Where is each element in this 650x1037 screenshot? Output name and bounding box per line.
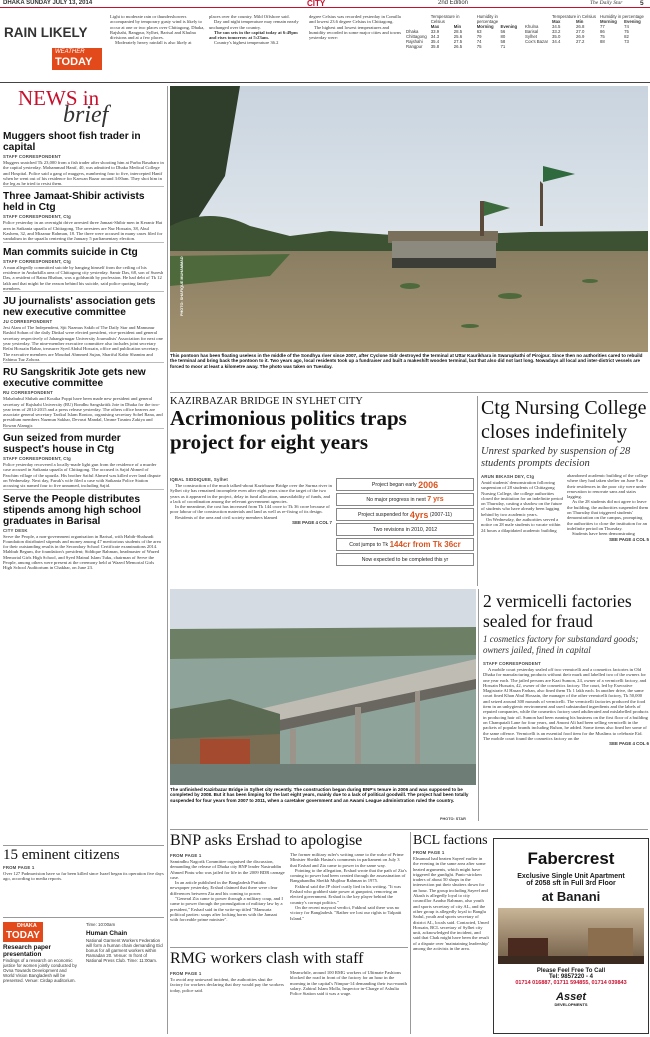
vermicelli-deck: 1 cosmetics factory for substandard goods; owners jailed, fined in capital (483, 634, 639, 655)
bnp-col-2: The former military ruler's writing came to the wake of Prime Minister Sheikh Hasina's comments in parliament on July 3 that Ershad and Zia came to power in the same way. Pointing to the allegation, Ershad wrote that the path of Zia's coming to power had been created through the assassination of Bangabandhu Sheikh Mujibur Rahman in 1975. Fakhrul said the JP chief curtly lied in his writing. "It was Ershad who grabbed state power at gunpoint, removing an elected government. Ershad is the key player behind the country's corrupt politics." On the recent mayoral verdict, Fakhrul said there was no victory for Bangladesh. "Rather we lost our rights to Talpatti Island." (290, 852, 407, 921)
eminent-story (3, 847, 164, 915)
bridge-photo-credit: PHOTO: STAR (440, 817, 466, 821)
nursing-col-1: ARUN BIKASH DEY, Ctg Amid students' demonstration following suspension of 28 students of Chittagong Nursing College, the college authorities closed the institution for an indefinite period on Thursday, casting a shadow on the future of students who have already been lagging behind by two academic years. On Wednesday, the authorities served a notice on 28 male students to vacate within 24 hours a dilapidated academic building (481, 474, 563, 533)
weather-table-2: Temperature in Celsius Humidity in percentage Max Min Morning Evening Khulna 34.5 26.8 77 74 Barisal 33.2 27.0 86 75 Sylhet 35.0 26.9 75 82 Cox's Bazar 34.4 27.2 88 73 (525, 14, 644, 44)
news-brief-title2: brief (63, 102, 109, 128)
ad-logo: Asset DEVELOPMENTS (554, 991, 588, 1007)
brief-byline: STAFF CORRESPONDENT, Ctg (3, 214, 71, 220)
pontoon-caption: This pontoon has been floating useless in the middle of the Sondhya river since 2007, after Cyclone Sidr destroyed the terminal at Uttar Kaurikhara in Swarupkathi of Pirojpur. Since then no authorities cared to rebuild the terminal and bring back the pontoon to it. Two years ago, local residents took up a fundraiser and built a makeshift wooden terminal, but that also did not last long. Nowadays all local and inter-district vessels are forced to moor at least a kilometre away. The photo was taken on Tuesday. (170, 353, 643, 369)
brief-item (3, 428, 164, 488)
brief-text: Serve the People, a non-government organisation in Barisal, with Habib-Shahzadi Foundation distributed stipends and money among 47 meritorious students of the area for their outstanding results in the Secondary School Certificate examinations 2014. Mahbub Begum, the foundation's president; Siddique Rahman, headmaster of Wazed Memorial Girls High School, and Syed Mainul Islam Tuku, chairman of Serve the People, among others were present at the ceremony held at Wazed Memorial Girls High School Auditorium in Chakhar, on June 23. (3, 533, 161, 571)
photo-credit: PHOTO: SHAFIQUE MUHAMMAD (180, 256, 184, 316)
rmg-headline: RMG workers clash with staff (170, 950, 364, 967)
news-brief-column (3, 127, 164, 845)
bridge-photo (170, 589, 476, 785)
brief-item (3, 242, 164, 291)
brief-text: Jesi Alam of The Independent, Sjit Nazmus Sakib of The Daily Star and Mamunur Rashid Sohan of the daily Dinkal were elected president, vice-president and general secretary respectively of Jahangirnagar University Journalists' Association for next one year yesterday. The nine-member executive committee also includes joint secretary Refat Hossain Babar, treasurer Syed Abdul Hossain, office and publication secretary. The executive members are Moudud Ahmmed Sujan, Shariful Kabir Shamim and Fahima Tuz Zohora. (3, 325, 163, 362)
weather-row: Rangpur 35.8 26.5 75 71 (406, 44, 506, 49)
masthead (0, 0, 650, 8)
section-name: CITY (307, 0, 326, 8)
promo-left: Research paper presentation Findings of a research on economic justice for women jointly conducted by Ovna Towards Development and World Vision Bangladesh will be presented. Venue: Cirdap auditorium. (3, 944, 77, 984)
bnp-col-1: FROM PAGE 1 Samindhu Nagorik Committee organised the discussion, demanding the release of Dhaka city BNP leader Nasiruddin Ahmed Pintu who was jailed for life in the 2009 BDR carnage case. In an article published in the Bangladesh Pratidin newspaper yesterday, Ershad claimed that there were clear differences between Zia and his coming to power. "General Zia came to power through a military coup, and I came to power through the promulgation of military law by a president," Ershad said in the write-up titled "Mansuria political parties: soaps after locking horns with the Jamaat with forceable prime minister". (170, 853, 285, 923)
brief-byline: STAFF CORRESPONDENT (3, 154, 61, 159)
weather-row: Cox's Bazar 34.4 27.2 88 73 (525, 39, 629, 44)
ad-brand: Fabercrest (527, 849, 615, 868)
bcl-story: BCL factions FROM PAGE 1 Ehsanuul had beaten Sayeef earlier in the evening in the same area after some heated arguments, which might have triggered the gunfight. Panic-stricken traders of about 50 shops in the intersection put their shutters down for an hour. The group including Sayeef and Akash is allegedly loyal to city councillor Azadur Rahman, also youth and sports secretary of city AL, and the other group is allegedly loyal to Banglu Sadul, youth and sports secretary of district AL, locals said. Contacted, Umed Hossain, BCL secretary of Sylhet city unit, acknowledged the incident, and said that Chak might have been the result of a dispute over 'maintaining leadership' among the activists in the area. (413, 833, 489, 952)
bridge-body-1: IQBAL SIDDIQUEE, Sylhet The construction of the much talked-about Kazirbazar Bridge over the Surma river in Sylhet city has remained incomplete even after eight years since the target of the two years as it appeared in the project, delay in fund allocation, unavailability of funds, and a lack of coordination among the relevant government agencies. In the meantime, the cost has increased from Tk 144 crore to Tk 36 crore because of poor labour of the construction materials and land as well as re-fixing of its design. Residents of the area and civil society members blamed SEE PAGE 4 COL 7 (170, 477, 332, 526)
nursing-headline: Ctg Nursing College closes indefinitely (481, 397, 647, 443)
brief-headline: Man commits suicide in Ctg (3, 246, 138, 258)
weather-row: Rajshahi 35.4 27.5 74 58 (406, 39, 506, 44)
brief-byline: STAFF CORRESPONDENT, Ctg (3, 258, 71, 264)
brief-item (3, 186, 164, 241)
brief-byline: CITY DESK (3, 527, 28, 533)
eminent-headline: 15 eminent citizens (3, 847, 120, 863)
news-brief-heading (3, 86, 166, 130)
weather-row: Barisal 33.2 27.0 86 75 (525, 29, 629, 34)
bridge-headline: Acrimonious politics traps project for eight years (170, 406, 407, 454)
weather-title: RAIN LIKELY (4, 25, 88, 40)
weather-text-col1: Light to moderate rain or thundershowers accompanied by temporary gusty wind is likely to occur at one or two places over Chittagong, Dhaka, Rajshahi, Rangpur, Sylhet, Barisal and Khulna divisions and at a few places. Moderately heavy rainfall is also likely at (110, 14, 205, 46)
rmg-col-1: FROM PAGE 1 To avoid any untoward incident, the authorities shut the factory for workers declaring that they would pay the workers today, police said. (170, 971, 284, 993)
weather-tag (52, 48, 102, 70)
bridge-caption: The unfinished Kazirbazar Bridge in Sylhet city recently. The construction began during BNP's tenure in 2006 and was supposed to be completed by 2008. But it has been limping for the last eight years, mainly due to a lack of political goodwill. The project had been totally suspended for four years from 2007 to 2011, when a caretaker government and an Awami League administration ruled the country. (170, 787, 469, 803)
brief-headline: Gun seized from murder suspect's house in Ctg (3, 433, 121, 456)
dhaka-today-logo: DHAKA TODAY (3, 922, 43, 942)
weather-tag-1: WEATHER (55, 49, 85, 55)
dhaka-today-box (3, 917, 164, 1035)
nursing-col-2: abandoned academic building of the college where they had taken shelter on June 9 as their residences in the poor city were under renovation to renovate sans and stairs lagging. As the 28 students did not agree to leave the building, the authorities suspended them on Thursday that triggered students' demonstration on the campus, prompting the authorities to close the institution for an indefinite period on Thursday. Students have been demonstrating SEE PAGE 4 COL 5 (567, 473, 649, 542)
brief-byline: JU CORRESPONDENT (3, 319, 53, 325)
promo-right: Time: 10:00am Human Chain National Garment Workers Federation will form a human chain demanding Eid bonus for all garment workers within Ramadan 20. Venue: In front of National Press Club. Time: 11:00am. (86, 922, 163, 964)
brief-item (3, 131, 164, 186)
brief-text: Muggers snatched Tk 23,000 from a fish trader after shooting him at Purba Basabaro in the capital yesterday. Mohammad Hanif, 40, was admitted to Dhaka Medical College and Hospital. Police said a gang of muggers, numbering four to five, intercepted Hanif when he went out of his residence for Karwan Bazar around 3:00am. They shot him in the leg as he tried to resist them. (3, 160, 164, 187)
brief-byline: STAFF CORRESPONDENT, Ctg (3, 456, 71, 462)
ad-photo (498, 908, 644, 964)
bridge-factbox: Project began early 2006 No major progress in next 7 yrs Project suspended for 4yrs (2007-11) Two revisions in 2010, 2012 Cost jumps to Tk 144cr from Tk 36cr Now expected to be completed this yr (336, 478, 474, 586)
vermicelli-headline: 2 vermicelli factories sealed for fraud (483, 591, 632, 631)
eminent-byline: FROM PAGE 1 (3, 865, 35, 870)
weather-table-1: Temperature in Celsius Humidity in percentage Max Min Morning Evening Dhaka 33.9 28.5 63 56 Chittagong 34.3 25.6 79 80 Rajshahi 35.4 27.5 74 58 Rangpur 35.8 26.5 75 71 (404, 14, 522, 64)
weather-row: Khulna 34.5 26.8 77 74 (525, 24, 629, 29)
bridge-kicker: KAZIRBAZAR BRIDGE IN SYLHET CITY (170, 396, 363, 407)
weather-row: Sylhet 35.0 26.9 75 82 (525, 34, 629, 39)
brief-text: A man allegedly committed suicide by hanging himself from the ceiling of his residence in Andarkilla area of Chittagong city yesterday. Samir Das, 68, son of Suresh Das, a resident of Ratna Bhaban, was a goldsmith by profession. He had debt of Tk 12 lakh and that might be the reason behind his suicide, said police quoting family members. (3, 264, 164, 291)
brief-text: Police yesterday recovered a locally-made light gun from the residence of a murder case accused in Satkania upazila of Chittagong. The accused is Sajid Ahmed of Paschim village of the upazila. His brother Saiful Ahmed was killed over land dispute on Wednesday. Next day, Faruk's wife filed a case with Satkania Police Station accusing six named four to five unnamed, including Sajid. (3, 462, 161, 489)
weather-tag-2: TODAY (55, 56, 93, 68)
bnp-headline: BNP asks Ershad to apologise (170, 832, 363, 849)
nursing-deck: Unrest sparked by suspension of 28 students prompts decision (481, 446, 631, 469)
fabercrest-ad: Fabercrest Exclusive Single Unit Apartment of 2058 sft in Full 3rd Floor at Banani Please Feel Free To Call Tel: 9857220 - 4 01714 016887, 01711 594855, 01714 039843 Asset DEVELOPMENTS (493, 838, 649, 1034)
brief-item (3, 291, 164, 362)
brief-headline: JU journalists' association gets new executive committee (3, 296, 156, 319)
brief-text: Mahabubul Shihab and Kouika Poppi have been made new president and general secretary of Rajshahi University (RU) Bondhu Sangskritik Jote in Dhaka for the two-year term of 2014-2015 and a press release yesterday. The others office bearers are associate general secretary Tarikul Islam Rontoo, organising secretary Sohel Rana, and presidium members Nazmun Sakhar, Devasri Mandal, Umme Tasnim Zakiya and Rowan Alamgir. (3, 396, 163, 428)
weather-box (2, 17, 104, 79)
bcl-headline: BCL factions (413, 833, 488, 848)
paper-name: The Daily Star (590, 0, 623, 6)
weather-text-col3: degree Celsius was recorded yesterday in Comilla and lowest 23.6 degree Celsius in Chittagong. The highest and lowest temperatures and humidity recorded in some major cities and towns yesterday were: (309, 14, 401, 41)
rmg-col-2: Meanwhile, around 100 RMG workers of Ultimate Fashions blocked the road in front of the factory for an hour in the morning in the capital's Nimpur-14 demanding their two-month salary. Zahirul Islam Molla, Inspector in-Charge of Ashulia Police Station said it was a wage. (290, 970, 407, 997)
weather-row: Chittagong 34.3 25.6 79 80 (406, 34, 506, 39)
vermicelli-body: STAFF CORRESPONDENT A mobile court yesterday sealed off two vermicelli and a cosmetics factories in Old Dhaka for manufacturing products without their mark and labelled two of the owners for one year each. The jailed persons are Kazi Sumon, 24, owner of a vermicelli factory, and Hossain Hussain, 42, owner of the cosmetics factory. The court, led by Executive Magistrate Al Hasan Farhan, also fined them Tk 1 lakh each. In another drive, the same court fined Khan Abul Hossain, the manager of the other vermicelli factory, Tk 50,000 and seized around 300 mounds of vermicelli. The vermicelli factories produced the food item in an unhygienic environment and used substandard ingredients and the labels of reputed companies, while the cosmetics factory used adulterated and mislabelled products in producing hair oil. Sumon had been running his business on the first floor of a building on Champatali Lane for four years, and Amont Ali had been selling vermicelli in the packets of popular brands including Ruhon, he added. Some items also fined her some of the same offence. Vermicelli is an essential food item for the Muslims to celebrate Eid. The mobile court found the cosmetics factory on the SEE PAGE 4 COL 6 (483, 661, 649, 747)
brief-headline: Three Jamaat-Shibir activists held in Ctg (3, 191, 145, 214)
weather-text-col2: places over the country. Mild Offshore said. Day and night temperature may remain nearly unchanged over the country. The sun sets in the capital today at 6:49pm and rises tomorrow at 5:23am. Country's highest temperature 36.2 (209, 14, 299, 46)
brief-headline: Muggers shoot fish trader in capital (3, 131, 141, 153)
brief-byline: RU CORRESPONDENT (3, 390, 53, 396)
dateline: DHAKA SUNDAY JULY 13, 2014 (3, 0, 93, 6)
brief-headline: RU Sangskritik Jote gets new executive committee (3, 367, 146, 390)
edition: 2nd Edition (438, 0, 469, 6)
brief-headline: Serve the People distributes stipends among high school graduates in Barisal (3, 493, 142, 527)
brief-text: Police yesterday in an overnight drive arrested three Jamaat-Shibir men in Keranir Hat area in Satkania upazila of Chittagong. The arrestees are Nur Hossain, 38, Abul Kashem, 32, and Mizanur Rahman, 18. The three were accused in many cases filed for vandalism in the upazila centering the January 5 parliamentary election. (3, 220, 163, 242)
brief-item (3, 362, 164, 428)
page-number: 5 (640, 0, 644, 7)
weather-row: Dhaka 33.9 28.5 63 56 (406, 29, 506, 34)
brief-item (3, 489, 164, 571)
news-brief-title: NEWS in (18, 86, 100, 110)
eminent-text: Over 127 Padmavision have so far been killed since Israel began its operation five days ago, according to media reports. (3, 871, 164, 882)
pontoon-photo (170, 86, 648, 352)
